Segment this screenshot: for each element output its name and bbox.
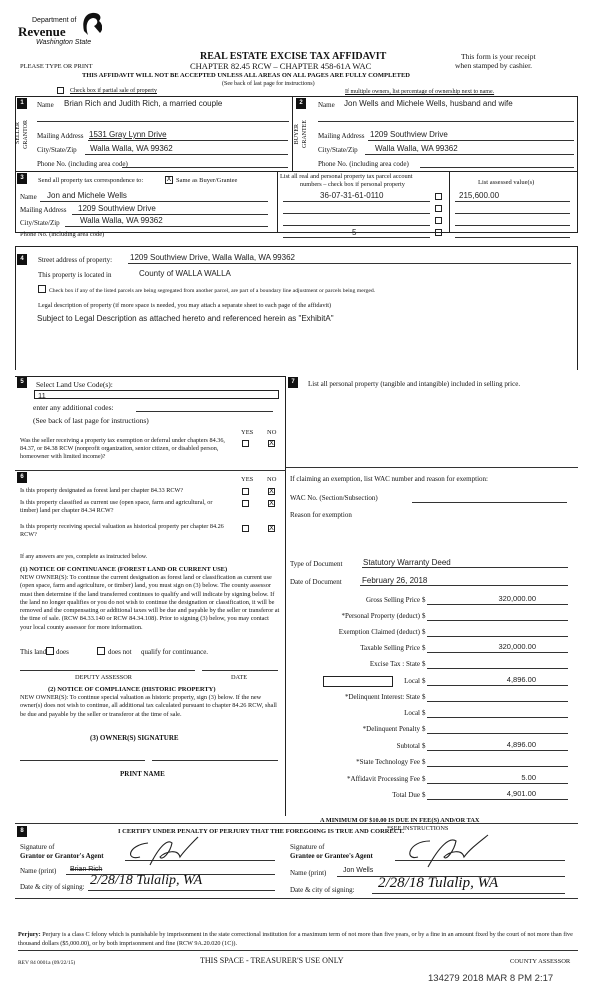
currency-sign: $ bbox=[422, 644, 426, 652]
fee-value[interactable]: 4,896.00 bbox=[506, 740, 536, 749]
personal-property-checkbox[interactable] bbox=[435, 205, 442, 212]
form-title: REAL ESTATE EXCISE TAX AFFIDAVIT bbox=[200, 51, 387, 62]
buyer-city[interactable]: Walla Walla, WA 99362 bbox=[375, 144, 458, 153]
grantee-date-city[interactable]: 2/28/18 Tulalip, WA bbox=[378, 875, 499, 891]
fee-value[interactable]: 4,896.00 bbox=[506, 675, 536, 684]
personal-property-checkbox[interactable] bbox=[435, 217, 442, 224]
fee-value[interactable]: 4,901.00 bbox=[506, 789, 536, 798]
local-rate-box[interactable] bbox=[323, 676, 393, 687]
seller-name[interactable]: Brian Rich and Judith Rich, a married couple bbox=[64, 99, 223, 108]
fee-label: *Personal Property (deduct) bbox=[341, 612, 420, 620]
fee-label: *Delinquent Penalty bbox=[362, 725, 420, 733]
forest-no-checkbox[interactable]: X bbox=[269, 488, 274, 495]
recording-stamp: 134279 2018 MAR 8 PM 2:17 bbox=[428, 973, 554, 984]
currency-sign: $ bbox=[422, 693, 426, 701]
document-date[interactable]: February 26, 2018 bbox=[362, 576, 428, 585]
buyer-name[interactable]: Jon Wells and Michele Wells, husband and wife bbox=[344, 99, 513, 108]
fee-label: *Delinquent Interest: State bbox=[344, 693, 420, 701]
historic-yes-checkbox[interactable] bbox=[242, 525, 249, 532]
land-use-code-select[interactable]: 11 bbox=[34, 390, 279, 399]
affidavit-page: Department of Revenue Washington State REAL ESTATE EXCISE TAX AFFIDAVIT PLEASE TYPE OR PRINT CHAPTER 82.45 RCW – CHAPTER 458-61A WAC This form is your receipt when stamped by cashier. THIS AFFIDAVIT WILL NOT BE ACCEPTED UNLESS ALL AREAS ON ALL PAGES ARE FULLY COMPLETED (See back of last page for instructions) Check box if partial sale of property If multiple owners, list percentage of ownership next to name. 1 SELLER GRANTOR Name Brian Rich and Judith Rich, a married couple Mailing Address 1531 Gray Lynn Drive City/State/Zip Walla Walla, WA 99362 Phone No. (including area code) 2 BUYER GRANTEE Name Jon Wells and Michele Wells, husband and wife Mailing Address 1209 Southview Drive City/State/Zip Walla Walla, WA 99362 Phone No. (including area code) 3 Send all property tax correspondence to: X Same as Buyer/Grantee Name Jon and Michele Wells Mailing Address 1209 Southview Drive City/State/Zip Walla Walla, WA 99362 Phone No. (including area code) List all real and personal property tax parcel account numbers – check box if personal property List assessed value(s) 36-07-31-61-0110 215,600.00 5 4 Street address of property: 1209 Southview Drive, Walla Walla, WA 99362 This property is located in County of WALLA WALLA Check box if any of the listed parcels are being segregated from another parcel, are part of a boundary line adjustment or parcels being merged. Legal description of property (if more space is needed, you may attach a separate sheet to each page of the affidavit) Subject to Legal Description as attached hereto and referenced herein as "ExhibitA" 5 Select Land Use Code(s): 11 enter any additional codes: (See back of last page for instructions) YES NO Was the seller receiving a property tax exemption or deferral under chapters 84.36, 84.37, or 84.38 RCW (nonprofit organization, senior citizen, or disabled person, homeowner with limited income)? X 6 YES NO Is this property designated as forest land per chapter 84.33 RCW? X Is this property classified as current use (open space, farm and agricultural, or timber) land per chapter 84.34 RCW? X Is this property receiving special valuation as historical property per chapter 84.26 RCW? X If any answers are yes, complete as instructed below. (1) NOTICE OF CONTINUANCE (FOREST LAND OR CURRENT USE) NEW OWNER(S): To continue the current designation as forest land or classification as current use (open space, farm and agriculture, or timber) land, you must sign on (3) below. The county assessor must then determine if the land transferred continues to qualify and will indicate by signing below. If the land no longer qualifies or you do not wish to continue the designation or classification, it will be removed and the compensating or additional taxes will be due and payable by the seller or transferor at the time of sale. (RCW 84.33.140 or RCW 84.34.108). Prior to signing (3) below, you may contact your local county assessor for more information. This land does does not qualify for continuance. DEPUTY ASSESSOR DATE (2) NOTICE OF COMPLIANCE (HISTORIC PROPERTY) NEW OWNER(S): To continue special valuation as historic property, sign (3) below. If the new owner(s) does not wish to continue, all additional tax calculated pursuant to chapter 84.26 RCW, shall be due and payable by the seller or transferor at the time of sale. (3) OWNER(S) SIGNATURE PRINT NAME 7 List all personal property (tangible and intangible) included in selling price. If claiming an exemption, list WAC number and reason for exemption: WAC No. (Section/Subsection) Reason for exemption Type of Document Statutory Warranty Deed Date of Document February 26, 2018 Gross Selling Price $ 320,000.00 *Personal Property (deduct) $ Exemption Claimed (deduct) $ Taxable Selling Price $ 320,000.00 Excise Tax : State $ Local $ 4,896.00 *Delinquent Interest: State $ Local $ *Delinquent Penalty $ Subtotal $ 4,896.00 *State Technology Fee $ *Affidavit Processing Fee $ 5.00 Total Due $ 4,901.00 A MINIMUM OF $10.00 IS DUE IN FEE(S) AND/OR TAX *SEE INSTRUCTIONS 8 I CERTIFY UNDER PENALTY OF PERJURY THAT THE FOREGOING IS TRUE AND CORRECT. Signature of Grantor or Grantor's Agent Name (print) Brian Rich Date & city of signing: 2/28/18 Tulalip, WA Signature of Grantee or Grantee's Agent Name (print) Jon Wells Date & city of signing: 2/28/18 Tulalip, WA Perjury: Perjury is a class C felony which is punishable by imprisonment in the state correctional institution for a maximum term of not more than five years, or by a fine in an amount fixed by the court of not more than five thousand dollars ($5,000.00), or by both imprisonment and fine (RCW 9A.20.020 (1C)). REV 84 0001a (09/22/15) THIS SPACE - TREASURER'S USE ONLY COUNTY ASSESSOR 134279 2018 MAR 8 PM 2:17 bbox=[0, 0, 600, 984]
personal-property-checkbox[interactable] bbox=[435, 229, 442, 236]
current-use-no-checkbox[interactable]: X bbox=[269, 500, 274, 507]
fee-label: Local bbox=[404, 709, 420, 717]
fee-label: *State Technology Fee bbox=[356, 758, 420, 766]
perjury-notice: Perjury: Perjury is a class C felony which is punishable by imprisonment in the state correctional institution for a maximum term of not more than five years, or by a fine in an amount fixed by the court of not more than five thousand dollars ($5,000.00), or by both imprisonment and fine (RCW 9A.20.020 (1C)). bbox=[18, 931, 573, 947]
grantor-date-city[interactable]: 2/28/18 Tulalip, WA bbox=[90, 873, 203, 888]
same-as-buyer-checkbox[interactable]: X bbox=[166, 176, 172, 183]
fee-label: Taxable Selling Price bbox=[360, 644, 420, 652]
currency-sign: $ bbox=[422, 725, 426, 733]
currency-sign: $ bbox=[422, 596, 426, 604]
currency-sign: $ bbox=[422, 660, 426, 668]
fee-label: Gross Selling Price bbox=[365, 596, 420, 604]
personal-property-checkbox[interactable] bbox=[435, 193, 442, 200]
seller-mailing-address[interactable]: 1531 Gray Lynn Drive bbox=[89, 130, 167, 139]
fee-label: Excise Tax : State bbox=[369, 660, 420, 668]
currency-sign: $ bbox=[422, 791, 426, 799]
current-use-yes-checkbox[interactable] bbox=[242, 500, 249, 507]
currency-sign: $ bbox=[422, 677, 426, 685]
partial-sale-checkbox[interactable] bbox=[57, 87, 64, 94]
currency-sign: $ bbox=[422, 742, 426, 750]
segregated-parcel-checkbox[interactable] bbox=[38, 285, 46, 293]
fee-value[interactable]: 320,000.00 bbox=[498, 642, 536, 651]
currency-sign: $ bbox=[422, 709, 426, 717]
currency-sign: $ bbox=[422, 628, 426, 636]
currency-sign: $ bbox=[422, 758, 426, 766]
fee-label: Subtotal bbox=[396, 742, 420, 750]
grantor-signature[interactable] bbox=[120, 835, 200, 870]
exemption-no-checkbox[interactable]: X bbox=[269, 440, 274, 447]
legal-description[interactable]: Subject to Legal Description as attached hereto and referenced herein as "ExhibitA" bbox=[37, 314, 334, 323]
grantee-signature[interactable] bbox=[400, 833, 490, 873]
document-type[interactable]: Statutory Warranty Deed bbox=[363, 558, 451, 567]
seller-city[interactable]: Walla Walla, WA 99362 bbox=[90, 144, 173, 153]
forest-yes-checkbox[interactable] bbox=[242, 488, 249, 495]
fee-label: *Affidavit Processing Fee bbox=[347, 775, 420, 783]
historic-no-checkbox[interactable]: X bbox=[269, 525, 274, 532]
currency-sign: $ bbox=[422, 775, 426, 783]
qualifies-checkbox[interactable] bbox=[46, 647, 54, 655]
fee-label: Exemption Claimed (deduct) bbox=[338, 628, 420, 636]
exemption-yes-checkbox[interactable] bbox=[242, 440, 249, 447]
dor-logo-icon bbox=[80, 11, 102, 37]
fee-label: Total Due bbox=[392, 791, 420, 799]
does-not-qualify-checkbox[interactable] bbox=[97, 647, 105, 655]
currency-sign: $ bbox=[422, 612, 426, 620]
fee-value[interactable]: 5.00 bbox=[521, 773, 536, 782]
fee-label: Local bbox=[404, 677, 420, 685]
fee-value[interactable]: 320,000.00 bbox=[498, 594, 536, 603]
street-address[interactable]: 1209 Southview Drive, Walla Walla, WA 99362 bbox=[130, 253, 295, 262]
buyer-mailing-address[interactable]: 1209 Southview Drive bbox=[370, 130, 448, 139]
